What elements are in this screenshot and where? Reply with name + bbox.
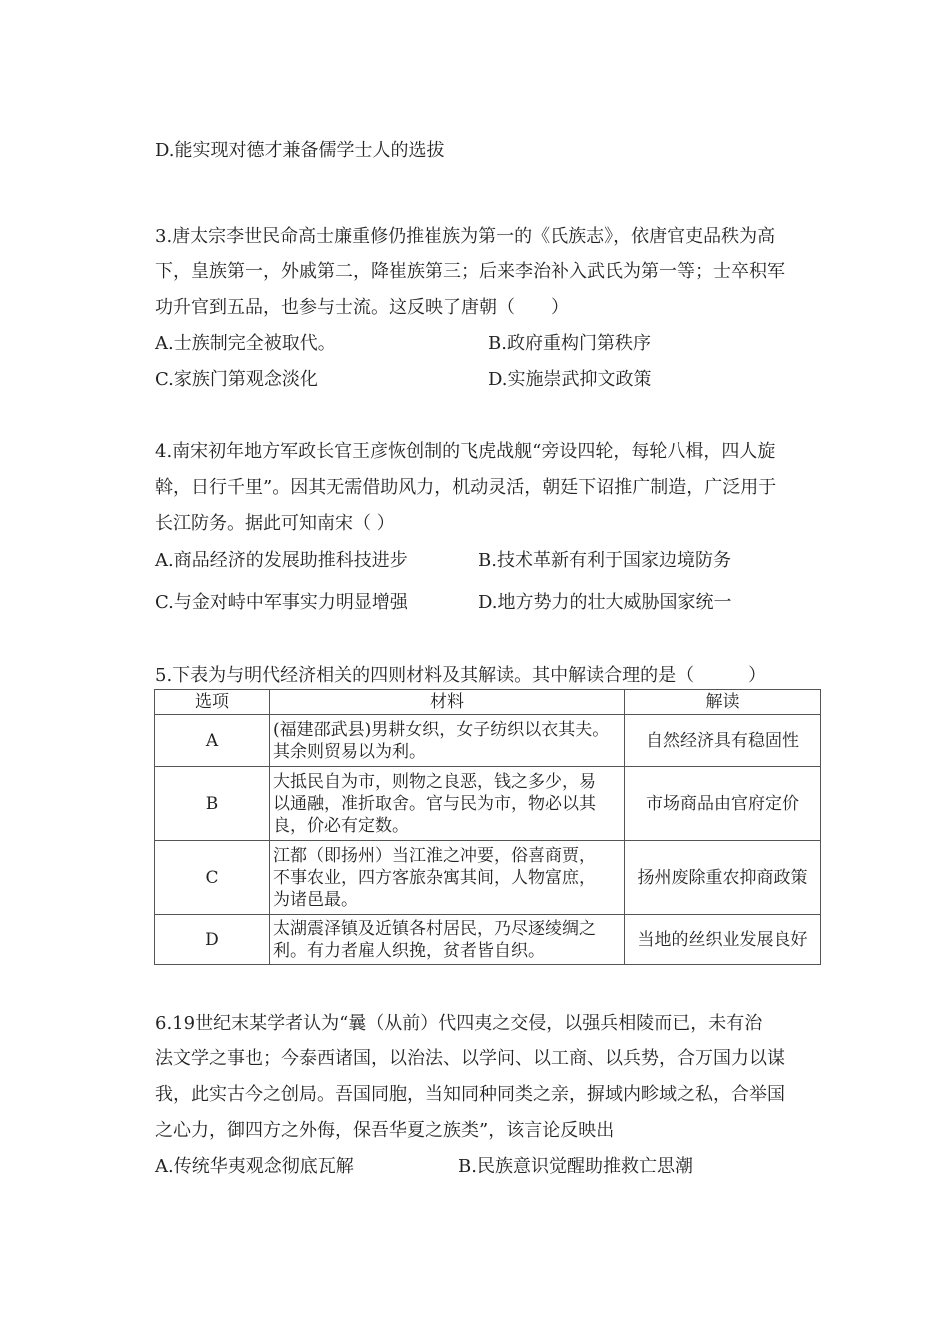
q4-stem-line-3: 长江防务。据此可知南宋（ ） <box>155 513 395 534</box>
row-option: C <box>155 841 270 915</box>
table-row <box>155 841 821 915</box>
q3-stem-line-3: 功升官到五品，也参与士流。这反映了唐朝（ ） <box>155 297 569 318</box>
material-line: 不事农业，四方客旅杂寓其间，人物富庶， <box>273 867 596 888</box>
material-line: 其余则贸易以为利。 <box>273 741 426 762</box>
q3-option-b: B.政府重构门第秩序 <box>488 333 651 354</box>
row-material <box>270 841 625 915</box>
row-material <box>270 767 625 841</box>
row-option: D <box>155 915 270 965</box>
row-interpretation: 市场商品由官府定价 <box>625 767 821 841</box>
q3-option-c: C.家族门第观念淡化 <box>155 369 318 390</box>
q3-option-a: A.士族制完全被取代。 <box>155 333 336 354</box>
row-material <box>270 915 625 965</box>
q4-stem-line-1: 4.南宋初年地方军政长官王彦恢创制的飞虎战舰“旁设四轮，每轮八楫，四人旋 <box>155 441 776 462</box>
row-interpretation: 扬州废除重农抑商政策 <box>625 841 821 915</box>
table-row <box>155 767 821 841</box>
row-option: B <box>155 767 270 841</box>
header-option: 选项 <box>155 690 270 715</box>
material-line: 为诸邑最。 <box>273 889 358 910</box>
q3-stem-line-1: 3.唐太宗李世民命高士廉重修仍推崔族为第一的《氏族志》，依唐官吏品秩为高 <box>155 226 776 247</box>
material-line: 太湖震泽镇及近镇各村居民，乃尽逐绫绸之 <box>273 918 596 939</box>
table-header-row <box>155 690 821 715</box>
material-line: 良，价必有定数。 <box>273 815 409 836</box>
header-material: 材料 <box>270 690 625 715</box>
q4-option-a: A.商品经济的发展助推科技进步 <box>155 550 408 571</box>
q6-stem-line-3: 我，此实古今之创局。吾国同胞，当知同种同类之亲，摒域内畛域之私，合举国 <box>155 1084 785 1105</box>
q4-option-d: D.地方势力的壮大威胁国家统一 <box>478 592 732 613</box>
q3-stem-line-2: 下，皇族第一，外戚第二，降崔族第三；后来李治补入武氏为第一等；士卒积军 <box>155 261 785 282</box>
header-interpretation: 解读 <box>625 690 821 715</box>
q4-option-b: B.技术革新有利于国家边境防务 <box>478 550 731 571</box>
q5-material-table <box>154 689 821 965</box>
material-line: 大抵民自为市，则物之良恶，钱之多少，易 <box>273 771 596 792</box>
material-line: 江都（即扬州）当江淮之冲要，俗喜商贾， <box>273 845 596 866</box>
material-line: (福建邵武县)男耕女织，女子纺织以衣其夫。 <box>273 719 610 740</box>
row-interpretation: 当地的丝织业发展良好 <box>625 915 821 965</box>
q6-stem-line-4: 之心力，御四方之外侮，保吾华夏之族类”，该言论反映出 <box>155 1120 615 1141</box>
q4-option-c: C.与金对峙中军事实力明显增强 <box>155 592 408 613</box>
q6-stem-line-1: 6.19世纪末某学者认为“曩（从前）代四夷之交侵，以强兵相陵而已，未有治 <box>155 1013 763 1034</box>
q5-stem: 5.下表为与明代经济相关的四则材料及其解读。其中解读合理的是（ ） <box>155 665 767 686</box>
q6-stem-line-2: 法文学之事也；今泰西诸国，以治法、以学问、以工商、以兵势，合万国力以谋 <box>155 1048 785 1069</box>
q6-option-a: A.传统华夷观念彻底瓦解 <box>155 1156 354 1177</box>
material-line: 利。有力者雇人织挽，贫者皆自织。 <box>273 940 545 961</box>
material-line: 以通融，准折取舍。官与民为市，物必以其 <box>273 793 596 814</box>
row-material <box>270 715 625 767</box>
q2-option-d: D.能实现对德才兼备儒学士人的选拔 <box>155 140 445 161</box>
q4-stem-line-2: 斡，日行千里”。因其无需借助风力，机动灵活，朝廷下诏推广制造，广泛用于 <box>155 477 777 498</box>
table-row <box>155 715 821 767</box>
table-row <box>155 915 821 965</box>
q3-option-d: D.实施崇武抑文政策 <box>488 369 652 390</box>
q6-option-b: B.民族意识觉醒助推救亡思潮 <box>458 1156 693 1177</box>
row-interpretation: 自然经济具有稳固性 <box>625 715 821 767</box>
row-option: A <box>155 715 270 767</box>
